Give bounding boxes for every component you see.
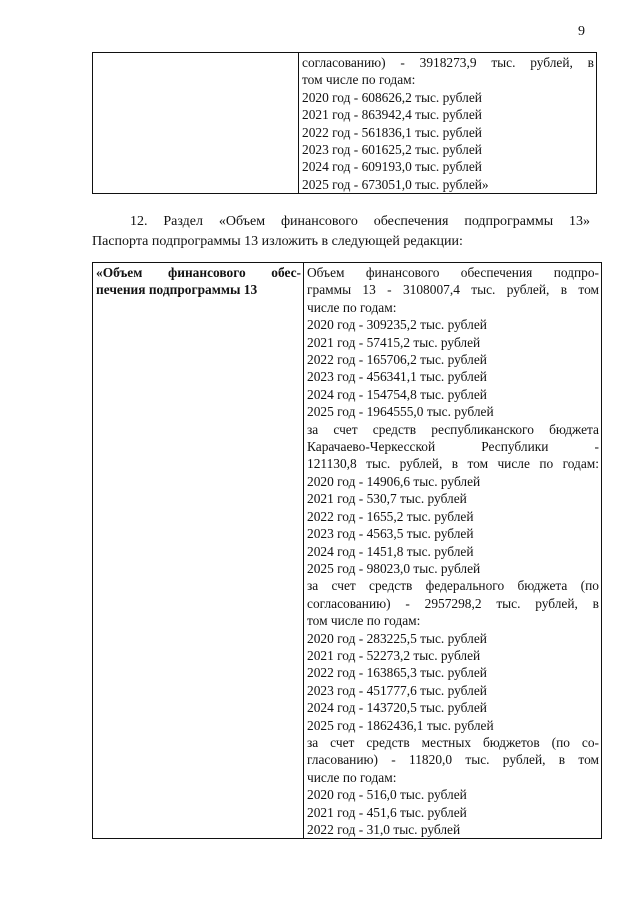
- text-line: 2025 год - 1862436,1 тыс. рублей: [307, 717, 494, 733]
- text-line: Карачаево-Черкесской Республики -: [307, 439, 599, 455]
- text-line: гласованию) - 11820,0 тыс. рублей, в том: [307, 752, 599, 768]
- text-line: за счет средств местных бюджетов (по со-: [307, 734, 599, 750]
- empty-label-cell: [93, 53, 299, 194]
- text-line: 2020 год - 309235,2 тыс. рублей: [307, 317, 487, 333]
- text-line: числе по годам:: [307, 769, 397, 785]
- text-line: граммы 13 - 3108007,4 тыс. рублей, в том: [307, 282, 599, 298]
- text-line: за счет средств федерального бюджета (по: [307, 578, 599, 594]
- passport-table: [92, 262, 602, 839]
- text-line: 121130,8 тыс. рублей, в том числе по годам:: [307, 456, 599, 472]
- text-line: 2021 год - 52273,2 тыс. рублей: [307, 647, 481, 663]
- text-line: за счет средств республиканского бюджета: [307, 421, 599, 437]
- text-line: 2020 год - 283225,5 тыс. рублей: [307, 630, 487, 646]
- text-line: 2022 год - 1655,2 тыс. рублей: [307, 508, 474, 524]
- continued-table: [92, 52, 597, 194]
- text-line: 2023 год - 451777,6 тыс. рублей: [307, 682, 487, 698]
- text-line: 2022 год - 163865,3 тыс. рублей: [307, 665, 487, 681]
- text-line: 2020 год - 608626,2 тыс. рублей: [302, 89, 482, 105]
- text-line: том числе по годам:: [302, 72, 416, 88]
- text-line: 2021 год - 530,7 тыс. рублей: [307, 491, 467, 507]
- text-line: 2021 год - 57415,2 тыс. рублей: [307, 334, 481, 350]
- text-line: 2022 год - 31,0 тыс. рублей: [307, 822, 461, 837]
- label-line: «Объем финансового обес-: [96, 265, 301, 280]
- section-label-cell: [93, 263, 304, 839]
- text-line: том числе по годам:: [307, 613, 421, 629]
- text-line: 2020 год - 14906,6 тыс. рублей: [307, 473, 481, 489]
- text-line: 2025 год - 1964555,0 тыс. рублей: [307, 404, 494, 420]
- amendment-paragraph: [92, 212, 590, 252]
- text-line: 2024 год - 154754,8 тыс. рублей: [307, 386, 487, 402]
- text-line: 2022 год - 561836,1 тыс. рублей: [302, 124, 482, 140]
- text-line: 2021 год - 451,6 тыс. рублей: [307, 804, 467, 820]
- paragraph-line: Паспорта подпрограммы 13 изложить в следующей редакции:: [92, 234, 463, 249]
- text-line: 2025 год - 98023,0 тыс. рублей: [307, 560, 481, 576]
- table-row: [93, 263, 602, 839]
- text-line: 2023 год - 601625,2 тыс. рублей: [302, 142, 482, 158]
- text-line: Объем финансового обеспечения подпро-: [307, 265, 599, 280]
- text-line: согласованию) - 2957298,2 тыс. рублей, в: [307, 595, 599, 611]
- funding-text-cell: [304, 263, 602, 839]
- page-number: 9: [578, 24, 585, 39]
- table-row: [93, 53, 597, 194]
- text-line: 2024 год - 609193,0 тыс. рублей: [302, 159, 482, 175]
- text-line: согласованию) - 3918273,9 тыс. рублей, в: [302, 55, 594, 70]
- paragraph-line: 12. Раздел «Объем финансового обеспечения подпрограммы 13»: [130, 214, 590, 229]
- text-line: 2022 год - 165706,2 тыс. рублей: [307, 352, 487, 368]
- text-line: 2024 год - 143720,5 тыс. рублей: [307, 700, 487, 716]
- text-line: 2020 год - 516,0 тыс. рублей: [307, 787, 467, 803]
- text-line: 2023 год - 456341,1 тыс. рублей: [307, 369, 487, 385]
- text-line: 2021 год - 863942,4 тыс. рублей: [302, 107, 482, 123]
- text-line: 2025 год - 673051,0 тыс. рублей»: [302, 176, 489, 192]
- text-line: 2024 год - 1451,8 тыс. рублей: [307, 543, 474, 559]
- text-line: числе по годам:: [307, 299, 397, 315]
- text-line: 2023 год - 4563,5 тыс. рублей: [307, 526, 474, 542]
- label-line: печения подпрограммы 13: [96, 282, 258, 298]
- funding-text-cell: [299, 53, 597, 194]
